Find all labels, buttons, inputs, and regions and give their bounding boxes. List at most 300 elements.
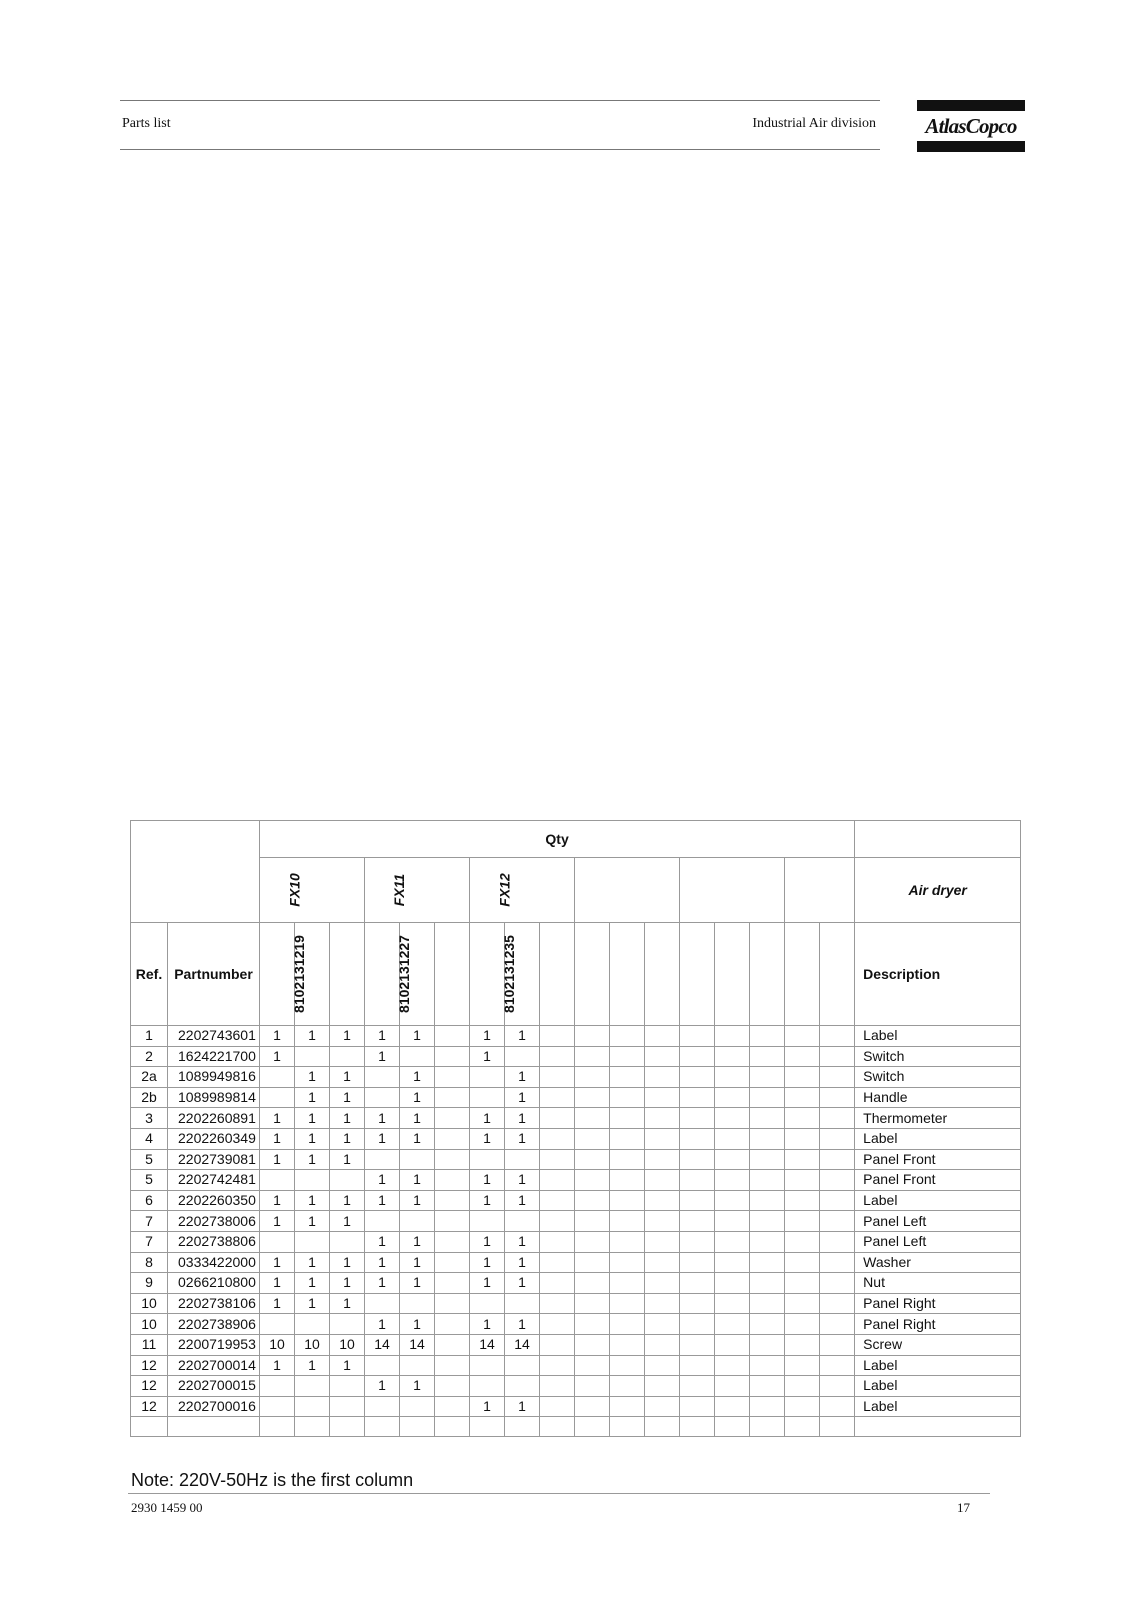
qty-cell: 1 xyxy=(330,1252,365,1273)
qty-cell xyxy=(260,1087,295,1108)
col-description-header: Description xyxy=(855,923,1021,1026)
qty-cell: 1 xyxy=(365,1231,400,1252)
model-partnumber-text: 8102131227 xyxy=(395,935,412,1013)
qty-cell xyxy=(645,1087,680,1108)
qty-cell: 1 xyxy=(365,1190,400,1211)
qty-cell: 10 xyxy=(260,1334,295,1355)
qty-cell: 1 xyxy=(330,1190,365,1211)
empty-cell xyxy=(715,1417,750,1437)
empty-cell xyxy=(785,1417,820,1437)
partnumber-cell: 1089989814 xyxy=(168,1087,260,1108)
empty-cell xyxy=(540,1417,575,1437)
qty-cell xyxy=(470,1376,505,1397)
qty-cell xyxy=(400,1396,435,1417)
qty-cell xyxy=(785,1376,820,1397)
qty-cell xyxy=(750,1026,785,1047)
qty-cell xyxy=(680,1067,715,1088)
ref-cell: 5 xyxy=(131,1149,168,1170)
description-cell: Panel Left xyxy=(855,1211,1021,1232)
partnumber-cell: 1624221700 xyxy=(168,1046,260,1067)
qty-cell: 1 xyxy=(365,1026,400,1047)
qty-cell xyxy=(575,1108,610,1129)
table-row xyxy=(131,1170,1021,1191)
description-cell: Panel Right xyxy=(855,1314,1021,1335)
qty-cell xyxy=(750,1314,785,1335)
qty-cell xyxy=(575,1087,610,1108)
qty-cell xyxy=(750,1252,785,1273)
ref-cell: 4 xyxy=(131,1128,168,1149)
ref-cell: 10 xyxy=(131,1314,168,1335)
qty-header: Qty xyxy=(260,821,855,858)
qty-cell xyxy=(435,1067,470,1088)
qty-cell xyxy=(295,1231,330,1252)
qty-cell xyxy=(400,1046,435,1067)
qty-cell xyxy=(645,1273,680,1294)
qty-cell xyxy=(575,1128,610,1149)
qty-cell xyxy=(715,1087,750,1108)
qty-cell xyxy=(540,1067,575,1088)
table-row-empty xyxy=(131,1417,1021,1437)
model-partnumber-fx12 xyxy=(470,923,517,1026)
qty-cell xyxy=(260,1170,295,1191)
qty-cell xyxy=(715,1396,750,1417)
ref-cell: 12 xyxy=(131,1396,168,1417)
qty-cell xyxy=(715,1108,750,1129)
qty-cell: 14 xyxy=(470,1334,505,1355)
qty-cell xyxy=(645,1108,680,1129)
qty-cell: 1 xyxy=(505,1170,540,1191)
qty-cell xyxy=(820,1067,855,1088)
qty-cell: 1 xyxy=(400,1231,435,1252)
qty-cell xyxy=(575,1376,610,1397)
qty-cell xyxy=(785,1396,820,1417)
qty-cell xyxy=(330,1396,365,1417)
qty-cell xyxy=(540,1231,575,1252)
qty-cell: 1 xyxy=(470,1026,505,1047)
ref-cell: 6 xyxy=(131,1190,168,1211)
qty-cell: 1 xyxy=(260,1355,295,1376)
qty-cell xyxy=(435,1170,470,1191)
qty-cell xyxy=(820,1252,855,1273)
qty-cell xyxy=(260,1396,295,1417)
qty-cell: 1 xyxy=(260,1293,295,1314)
empty-cell xyxy=(575,1417,610,1437)
qty-cell xyxy=(610,1108,645,1129)
qty-cell xyxy=(820,1087,855,1108)
qty-cell: 1 xyxy=(330,1355,365,1376)
qty-cell xyxy=(540,1273,575,1294)
table-row xyxy=(131,1190,1021,1211)
qty-cell xyxy=(610,1046,645,1067)
qty-cell xyxy=(680,1211,715,1232)
blank-header-cell xyxy=(575,923,610,1026)
qty-cell: 1 xyxy=(330,1108,365,1129)
qty-cell: 1 xyxy=(400,1108,435,1129)
qty-cell xyxy=(715,1046,750,1067)
qty-cell xyxy=(330,1170,365,1191)
qty-cell xyxy=(785,1046,820,1067)
qty-cell xyxy=(435,1108,470,1129)
qty-cell: 1 xyxy=(470,1170,505,1191)
empty-cell xyxy=(645,1417,680,1437)
model-empty-header xyxy=(785,858,855,923)
qty-cell: 14 xyxy=(400,1334,435,1355)
header-section-title: Parts list xyxy=(122,116,171,131)
qty-cell: 1 xyxy=(330,1211,365,1232)
qty-cell xyxy=(785,1067,820,1088)
header-division: Industrial Air division xyxy=(752,116,876,131)
qty-cell: 10 xyxy=(330,1334,365,1355)
qty-cell: 1 xyxy=(330,1067,365,1088)
qty-cell xyxy=(610,1128,645,1149)
qty-cell xyxy=(435,1252,470,1273)
qty-cell xyxy=(540,1026,575,1047)
qty-cell: 1 xyxy=(260,1108,295,1129)
ref-cell: 8 xyxy=(131,1252,168,1273)
empty-cell xyxy=(295,1417,330,1437)
description-cell: Panel Front xyxy=(855,1149,1021,1170)
description-cell: Label xyxy=(855,1026,1021,1047)
qty-cell: 1 xyxy=(295,1273,330,1294)
blank-header-cell xyxy=(435,923,470,1026)
qty-cell xyxy=(820,1293,855,1314)
qty-cell xyxy=(435,1211,470,1232)
qty-cell: 1 xyxy=(400,1087,435,1108)
qty-cell xyxy=(785,1026,820,1047)
qty-cell xyxy=(610,1170,645,1191)
qty-cell: 1 xyxy=(505,1252,540,1273)
qty-cell xyxy=(540,1355,575,1376)
qty-cell: 1 xyxy=(470,1314,505,1335)
empty-cell xyxy=(400,1417,435,1437)
qty-cell xyxy=(680,1231,715,1252)
qty-cell xyxy=(435,1396,470,1417)
empty-cell xyxy=(435,1417,470,1437)
qty-cell xyxy=(540,1376,575,1397)
empty-cell xyxy=(131,1417,168,1437)
qty-cell xyxy=(645,1252,680,1273)
model-partnumber-text: 8102131219 xyxy=(290,935,307,1013)
qty-cell xyxy=(680,1334,715,1355)
qty-cell xyxy=(820,1273,855,1294)
qty-cell xyxy=(435,1231,470,1252)
qty-cell xyxy=(680,1108,715,1129)
qty-cell xyxy=(750,1067,785,1088)
qty-cell: 1 xyxy=(260,1026,295,1047)
empty-cell xyxy=(260,1417,295,1437)
qty-cell xyxy=(610,1273,645,1294)
model-fx12-label: FX12 xyxy=(496,873,513,907)
qty-cell xyxy=(400,1211,435,1232)
qty-cell xyxy=(785,1170,820,1191)
table-row xyxy=(131,1046,1021,1067)
qty-cell xyxy=(365,1211,400,1232)
qty-cell xyxy=(680,1355,715,1376)
qty-cell: 1 xyxy=(330,1128,365,1149)
qty-cell: 1 xyxy=(365,1252,400,1273)
qty-cell xyxy=(610,1149,645,1170)
partnumber-cell: 0266210800 xyxy=(168,1273,260,1294)
qty-cell xyxy=(295,1170,330,1191)
model-empty-header xyxy=(680,858,785,923)
col-partnumber-header: Partnumber xyxy=(168,923,260,1026)
qty-cell xyxy=(750,1190,785,1211)
qty-cell xyxy=(715,1355,750,1376)
qty-cell: 1 xyxy=(365,1376,400,1397)
qty-cell: 1 xyxy=(365,1128,400,1149)
qty-cell xyxy=(680,1149,715,1170)
qty-cell: 1 xyxy=(505,1314,540,1335)
qty-cell xyxy=(715,1128,750,1149)
table-row xyxy=(131,1273,1021,1294)
qty-cell xyxy=(645,1170,680,1191)
parts-table xyxy=(130,820,1021,1437)
qty-cell xyxy=(505,1211,540,1232)
qty-cell xyxy=(400,1293,435,1314)
qty-cell xyxy=(820,1026,855,1047)
qty-cell xyxy=(645,1067,680,1088)
footer-page-number: 17 xyxy=(957,1500,970,1515)
table-note: Note: 220V-50Hz is the first column xyxy=(131,1470,414,1490)
qty-cell xyxy=(645,1355,680,1376)
qty-cell xyxy=(820,1314,855,1335)
blank-header-cell xyxy=(715,923,750,1026)
qty-cell xyxy=(820,1170,855,1191)
qty-cell xyxy=(820,1334,855,1355)
qty-cell: 1 xyxy=(400,1190,435,1211)
qty-cell xyxy=(295,1046,330,1067)
qty-cell xyxy=(610,1376,645,1397)
qty-cell xyxy=(505,1149,540,1170)
ref-cell: 10 xyxy=(131,1293,168,1314)
blank-header-cell xyxy=(330,923,365,1026)
qty-cell: 1 xyxy=(470,1396,505,1417)
table-row xyxy=(131,1376,1021,1397)
qty-cell xyxy=(785,1252,820,1273)
qty-cell xyxy=(750,1293,785,1314)
qty-cell xyxy=(645,1334,680,1355)
qty-cell xyxy=(785,1087,820,1108)
qty-cell xyxy=(470,1293,505,1314)
qty-cell: 1 xyxy=(400,1128,435,1149)
qty-cell xyxy=(575,1046,610,1067)
qty-cell xyxy=(820,1211,855,1232)
qty-cell xyxy=(750,1046,785,1067)
qty-cell xyxy=(330,1314,365,1335)
blank-header-cell xyxy=(680,923,715,1026)
qty-cell xyxy=(820,1149,855,1170)
qty-cell xyxy=(820,1046,855,1067)
qty-cell xyxy=(750,1128,785,1149)
blank-header-cell xyxy=(645,923,680,1026)
qty-cell xyxy=(400,1149,435,1170)
partnumber-cell: 2202700014 xyxy=(168,1355,260,1376)
table-row xyxy=(131,1128,1021,1149)
qty-cell xyxy=(715,1293,750,1314)
qty-cell xyxy=(575,1252,610,1273)
table-row xyxy=(131,1314,1021,1335)
qty-cell xyxy=(575,1273,610,1294)
qty-cell xyxy=(715,1067,750,1088)
description-cell: Switch xyxy=(855,1046,1021,1067)
table-row xyxy=(131,1026,1021,1047)
model-fx11-label: FX11 xyxy=(391,873,408,907)
description-cell: Panel Front xyxy=(855,1170,1021,1191)
blank-header-cell xyxy=(610,923,645,1026)
table-title: Air dryer xyxy=(855,858,1021,923)
qty-cell xyxy=(540,1046,575,1067)
qty-cell: 14 xyxy=(505,1334,540,1355)
qty-cell xyxy=(680,1252,715,1273)
empty-cell xyxy=(855,1417,1021,1437)
description-cell: Handle xyxy=(855,1087,1021,1108)
qty-cell xyxy=(365,1067,400,1088)
blank-header-cell xyxy=(785,923,820,1026)
qty-cell xyxy=(785,1108,820,1129)
qty-cell: 1 xyxy=(505,1067,540,1088)
qty-cell xyxy=(470,1087,505,1108)
qty-cell xyxy=(400,1355,435,1376)
description-cell: Panel Right xyxy=(855,1293,1021,1314)
qty-cell xyxy=(575,1026,610,1047)
partnumber-cell: 2202738906 xyxy=(168,1314,260,1335)
qty-cell: 1 xyxy=(365,1273,400,1294)
partnumber-cell: 2202742481 xyxy=(168,1170,260,1191)
qty-cell: 10 xyxy=(295,1334,330,1355)
qty-cell: 1 xyxy=(470,1252,505,1273)
qty-cell xyxy=(435,1128,470,1149)
empty-cell xyxy=(470,1417,505,1437)
qty-cell xyxy=(540,1190,575,1211)
qty-cell xyxy=(820,1128,855,1149)
qty-cell: 1 xyxy=(330,1273,365,1294)
model-fx10-label: FX10 xyxy=(286,873,303,907)
qty-cell xyxy=(645,1396,680,1417)
qty-cell xyxy=(715,1273,750,1294)
qty-cell xyxy=(540,1314,575,1335)
empty-cell xyxy=(680,1417,715,1437)
qty-cell: 1 xyxy=(400,1314,435,1335)
qty-cell: 1 xyxy=(365,1170,400,1191)
description-cell: Label xyxy=(855,1355,1021,1376)
empty-cell xyxy=(330,1417,365,1437)
partnumber-cell: 2202260349 xyxy=(168,1128,260,1149)
ref-cell: 1 xyxy=(131,1026,168,1047)
qty-cell: 1 xyxy=(330,1293,365,1314)
qty-cell xyxy=(785,1190,820,1211)
qty-cell xyxy=(505,1355,540,1376)
logo-wordmark: AtlasCopco xyxy=(925,114,1017,138)
qty-cell xyxy=(645,1314,680,1335)
qty-cell xyxy=(750,1108,785,1129)
qty-cell xyxy=(715,1252,750,1273)
qty-cell xyxy=(365,1149,400,1170)
qty-cell xyxy=(750,1396,785,1417)
qty-cell xyxy=(680,1293,715,1314)
qty-cell xyxy=(820,1108,855,1129)
qty-cell xyxy=(575,1170,610,1191)
qty-cell xyxy=(435,1376,470,1397)
qty-cell xyxy=(645,1128,680,1149)
qty-cell xyxy=(785,1334,820,1355)
qty-cell xyxy=(260,1314,295,1335)
ref-cell: 7 xyxy=(131,1231,168,1252)
ref-cell: 3 xyxy=(131,1108,168,1129)
qty-cell: 1 xyxy=(470,1046,505,1067)
qty-cell: 1 xyxy=(295,1087,330,1108)
table-row xyxy=(131,1108,1021,1129)
qty-cell: 1 xyxy=(505,1396,540,1417)
description-cell: Label xyxy=(855,1190,1021,1211)
qty-cell xyxy=(505,1046,540,1067)
ref-cell: 2a xyxy=(131,1067,168,1088)
qty-cell: 1 xyxy=(295,1067,330,1088)
table-row xyxy=(131,1149,1021,1170)
qty-cell xyxy=(435,1355,470,1376)
footer-rule xyxy=(128,1493,990,1494)
qty-cell: 1 xyxy=(400,1273,435,1294)
qty-cell: 1 xyxy=(295,1355,330,1376)
qty-cell xyxy=(680,1087,715,1108)
qty-cell: 1 xyxy=(400,1026,435,1047)
qty-cell: 1 xyxy=(470,1273,505,1294)
qty-cell: 1 xyxy=(295,1293,330,1314)
qty-cell xyxy=(645,1190,680,1211)
qty-cell xyxy=(785,1355,820,1376)
empty-cell xyxy=(820,1417,855,1437)
qty-cell xyxy=(715,1211,750,1232)
qty-cell xyxy=(540,1334,575,1355)
table-row xyxy=(131,1067,1021,1088)
ref-cell: 9 xyxy=(131,1273,168,1294)
qty-cell xyxy=(645,1376,680,1397)
qty-cell xyxy=(610,1026,645,1047)
qty-cell xyxy=(540,1128,575,1149)
partnumber-cell: 2202738806 xyxy=(168,1231,260,1252)
qty-cell: 1 xyxy=(505,1026,540,1047)
qty-cell xyxy=(750,1211,785,1232)
qty-cell: 1 xyxy=(400,1170,435,1191)
qty-cell xyxy=(645,1026,680,1047)
partnumber-cell: 2202700016 xyxy=(168,1396,260,1417)
description-cell: Nut xyxy=(855,1273,1021,1294)
logo-top-bar xyxy=(917,100,1025,111)
qty-cell xyxy=(610,1211,645,1232)
qty-cell xyxy=(575,1314,610,1335)
qty-cell xyxy=(750,1087,785,1108)
qty-cell xyxy=(295,1396,330,1417)
qty-cell xyxy=(750,1334,785,1355)
qty-cell: 1 xyxy=(260,1149,295,1170)
model-partnumber-text: 8102131235 xyxy=(500,935,517,1013)
qty-cell xyxy=(785,1211,820,1232)
qty-cell xyxy=(680,1190,715,1211)
partnumber-cell: 1089949816 xyxy=(168,1067,260,1088)
qty-cell xyxy=(785,1314,820,1335)
partnumber-cell: 2202700015 xyxy=(168,1376,260,1397)
qty-cell xyxy=(610,1067,645,1088)
model-partnumber-fx11 xyxy=(365,923,412,1026)
qty-cell: 14 xyxy=(365,1334,400,1355)
qty-cell xyxy=(435,1334,470,1355)
table-row xyxy=(131,1334,1021,1355)
description-cell: Panel Left xyxy=(855,1231,1021,1252)
qty-cell xyxy=(575,1334,610,1355)
empty-cell xyxy=(365,1417,400,1437)
qty-cell xyxy=(540,1108,575,1129)
qty-cell xyxy=(330,1376,365,1397)
qty-cell xyxy=(715,1231,750,1252)
